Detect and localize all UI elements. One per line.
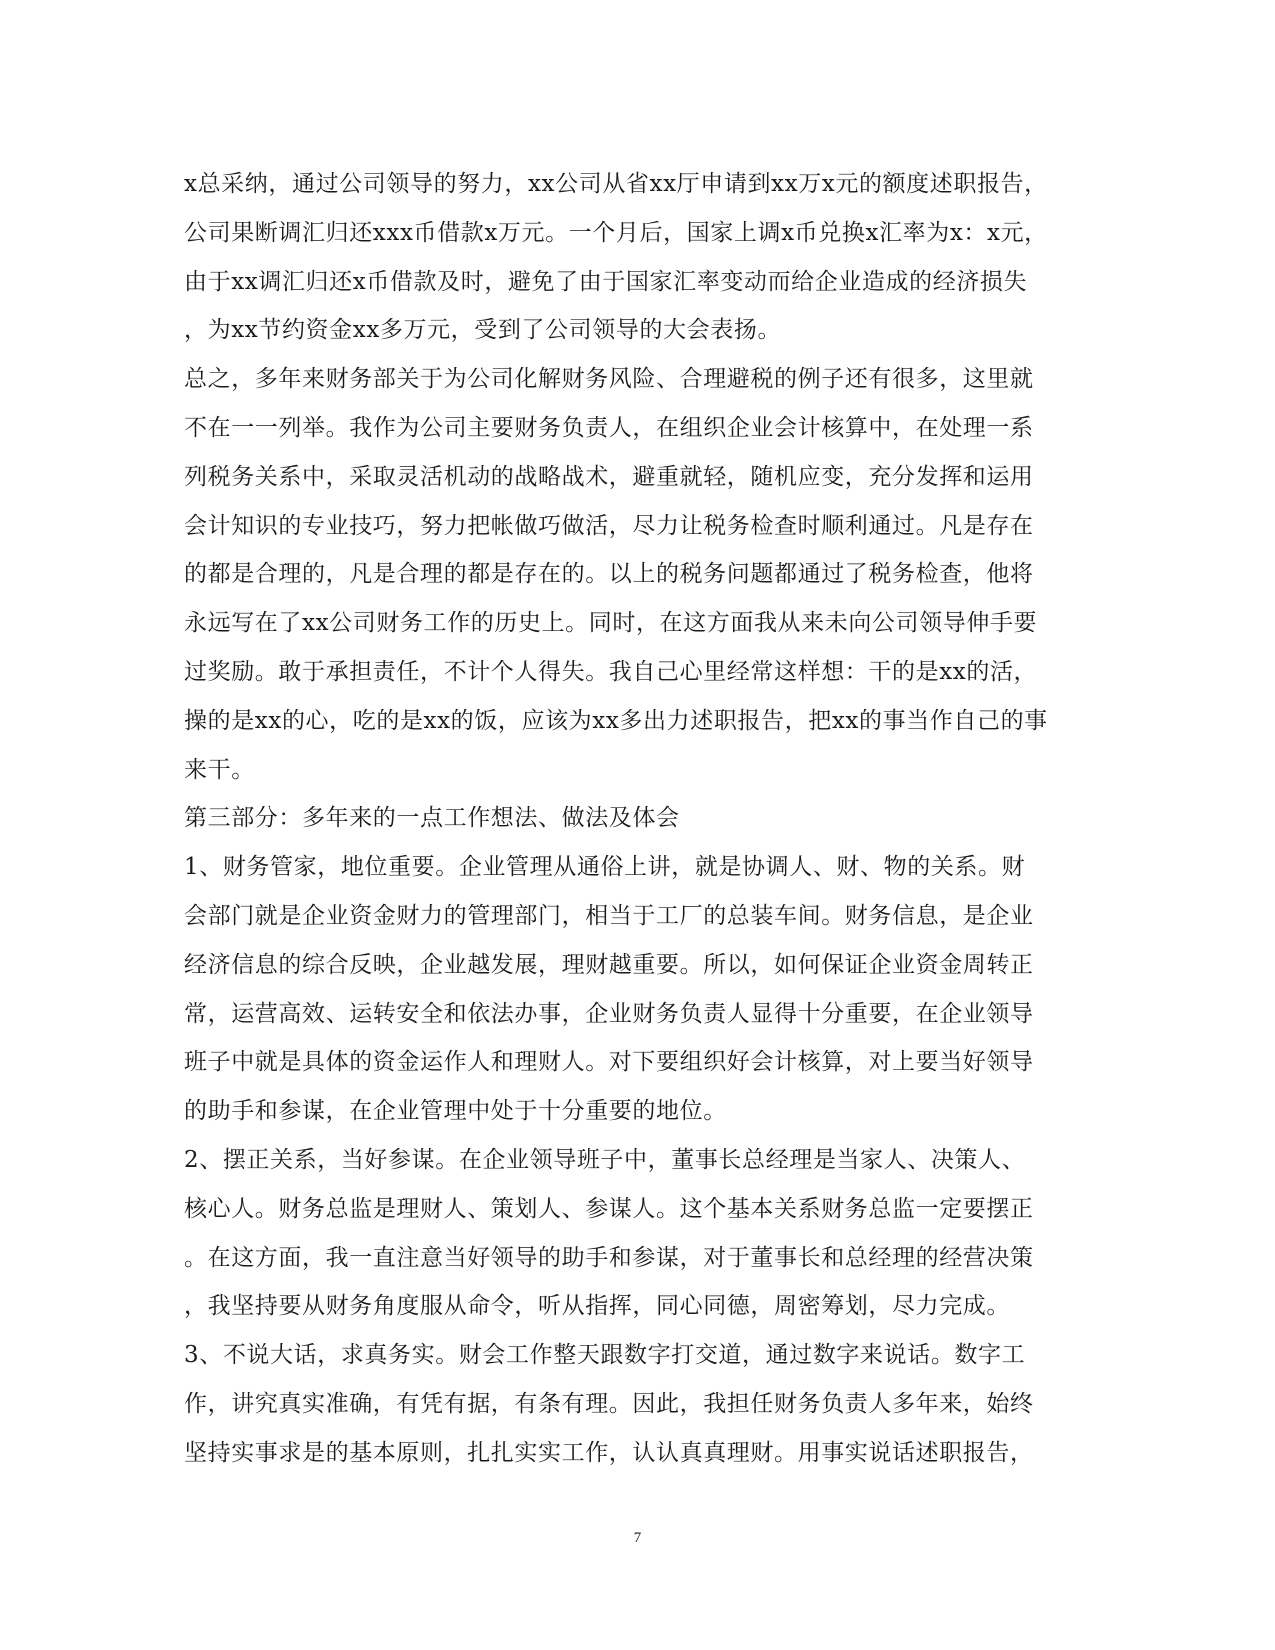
section-heading: 第三部分：多年来的一点工作想法、做法及体会 [184, 805, 680, 832]
text-line: 列税务关系中，采取灵活机动的战略战术，避重就轻，随机应变，充分发挥和运用 [184, 463, 1034, 490]
text-line: 永远写在了xx公司财务工作的历史上。同时，在这方面我从来未向公司领导伸手要 [184, 610, 1038, 637]
text-line: 。在这方面，我一直注意当好领导的助手和参谋，对于董事长和总经理的经营决策 [184, 1244, 1034, 1271]
text-line: 总之，多年来财务部关于为公司化解财务风险、合理避税的例子还有很多，这里就 [184, 366, 1034, 393]
text-line: 作，讲究真实准确，有凭有据，有条有理。因此，我担任财务负责人多年来，始终 [184, 1390, 1034, 1417]
text-line: 来干。 [184, 756, 255, 783]
text-line: ，我坚持要从财务角度服从命令，听从指挥，同心同德，周密筹划，尽力完成。 [184, 1293, 1010, 1320]
text-line: 过奖励。敢于承担责任，不计个人得失。我自己心里经常这样想：干的是xx的活， [184, 658, 1038, 685]
text-line: 的都是合理的，凡是合理的都是存在的。以上的税务问题都通过了税务检查，他将 [184, 561, 1034, 588]
text-line: x总采纳，通过公司领导的努力，xx公司从省xx厅申请到xx万x元的额度述职报告， [184, 171, 1048, 197]
text-line: 会计知识的专业技巧，努力把帐做巧做活，尽力让税务检查时顺利通过。凡是存在 [184, 512, 1034, 539]
text-line: 常，运营高效、运转安全和依法办事，企业财务负责人显得十分重要，在企业领导 [184, 1000, 1034, 1027]
text-line: 不在一一列举。我作为公司主要财务负责人，在组织企业会计核算中，在处理一系 [184, 414, 1034, 441]
text-line: ，为xx节约资金xx多万元，受到了公司领导的大会表扬。 [184, 317, 782, 344]
text-line: 1、财务管家，地位重要。企业管理从通俗上讲，就是协调人、财、物的关系。财 [184, 854, 1026, 881]
text-line: 3、不说大话，求真务实。财会工作整天跟数字打交道，通过数字来说话。数字工 [184, 1342, 1026, 1369]
text-line: 核心人。财务总监是理财人、策划人、参谋人。这个基本关系财务总监一定要摆正 [184, 1195, 1034, 1222]
text-line: 公司果断调汇归还xxx币借款x万元。一个月后，国家上调x币兑换x汇率为x：x元， [184, 219, 1048, 246]
text-line: 坚持实事求是的基本原则，扎扎实实工作，认认真真理财。用事实说话述职报告， [184, 1439, 1034, 1466]
text-line: 的助手和参谋，在企业管理中处于十分重要的地位。 [184, 1098, 727, 1125]
page-number: 7 [633, 1530, 642, 1546]
text-line: 班子中就是具体的资金运作人和理财人。对下要组织好会计核算，对上要当好领导 [184, 1049, 1034, 1076]
text-line: 操的是xx的心，吃的是xx的饭，应该为xx多出力述职报告，把xx的事当作自己的事 [184, 707, 1048, 734]
text-line: 由于xx调汇归还x币借款及时，避免了由于国家汇率变动而给企业造成的经济损失 [184, 268, 1028, 295]
text-line: 会部门就是企业资金财力的管理部门，相当于工厂的总装车间。财务信息，是企业 [184, 902, 1034, 929]
text-line: 经济信息的综合反映，企业越发展，理财越重要。所以，如何保证企业资金周转正 [184, 951, 1034, 978]
text-line: 2、摆正关系，当好参谋。在企业领导班子中，董事长总经理是当家人、决策人、 [184, 1146, 1026, 1173]
body-text [184, 160, 1096, 1478]
